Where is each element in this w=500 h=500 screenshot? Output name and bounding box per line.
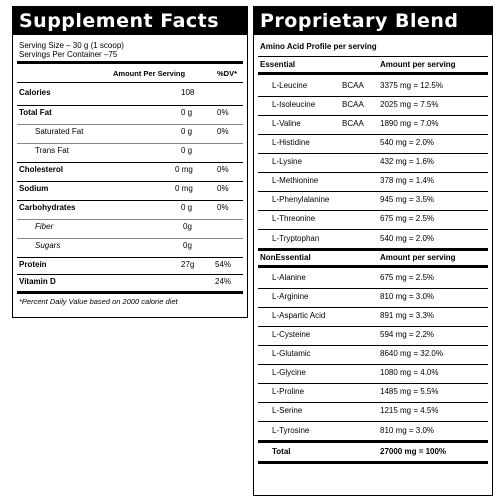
amino-name: L-Isoleucine bbox=[272, 100, 316, 109]
divider bbox=[17, 124, 243, 125]
amino-name: L-Serine bbox=[272, 406, 303, 415]
amino-amount: 540 mg = 2.0% bbox=[380, 138, 435, 147]
bcaa-tag: BCAA bbox=[342, 119, 364, 128]
amino-profile-label: Amino Acid Profile per serving bbox=[260, 42, 377, 51]
amount-header: Amount per serving bbox=[380, 60, 456, 69]
amino-name: L-Aspartic Acid bbox=[272, 311, 326, 320]
amino-amount: 1485 mg = 5.5% bbox=[380, 387, 439, 396]
nutrient-label: Saturated Fat bbox=[35, 127, 84, 136]
divider bbox=[17, 274, 243, 275]
amino-amount: 675 mg = 2.5% bbox=[380, 214, 435, 223]
footnote: *Percent Daily Value based on 2000 calorie diet bbox=[19, 297, 178, 306]
nutrient-label: Protein bbox=[19, 260, 47, 269]
amino-amount: 3375 mg = 12.5% bbox=[380, 81, 443, 90]
nutrient-amount: 0 mg bbox=[175, 184, 193, 193]
amino-name: L-Histidine bbox=[272, 138, 310, 147]
amino-name: L-Proline bbox=[272, 387, 305, 396]
divider bbox=[17, 257, 243, 258]
nutrient-amount: 0 g bbox=[181, 108, 193, 117]
nutrient-label: Cholesterol bbox=[19, 165, 64, 174]
amount-header: Amount per serving bbox=[380, 253, 456, 262]
divider bbox=[258, 440, 488, 443]
servings-per-container: Servings Per Container –75 bbox=[19, 50, 118, 59]
amino-amount: 1890 mg = 7.0% bbox=[380, 119, 439, 128]
essential-header: Essential bbox=[260, 60, 296, 69]
amount-per-serving-header: Amount Per Serving bbox=[113, 69, 186, 78]
supplement-facts-title: Supplement Facts bbox=[13, 7, 247, 35]
amino-name: L-Phenylalanine bbox=[272, 195, 330, 204]
amino-amount: 810 mg = 3.0% bbox=[380, 292, 435, 301]
amino-amount: 2025 mg = 7.5% bbox=[380, 100, 439, 109]
amino-name: L-Lysine bbox=[272, 157, 302, 166]
nutrient-amount: 27g bbox=[181, 260, 195, 269]
total-label: Total bbox=[272, 447, 291, 456]
divider bbox=[258, 191, 488, 192]
amino-amount: 594 mg = 2.2% bbox=[380, 330, 435, 339]
divider bbox=[17, 61, 243, 64]
nutrient-dv: 54% bbox=[215, 260, 232, 269]
divider bbox=[17, 291, 243, 294]
amino-amount: 432 mg = 1.6% bbox=[380, 157, 435, 166]
bcaa-tag: BCAA bbox=[342, 100, 364, 109]
nutrient-amount: 0 g bbox=[181, 203, 193, 212]
divider bbox=[17, 143, 243, 144]
divider bbox=[258, 210, 488, 211]
divider bbox=[258, 326, 488, 327]
divider bbox=[258, 248, 488, 251]
divider bbox=[258, 421, 488, 422]
nutrient-amount: 0g bbox=[183, 241, 192, 250]
nutrient-label: Sodium bbox=[19, 184, 49, 193]
divider bbox=[258, 229, 488, 230]
nutrient-amount: 108 bbox=[181, 88, 195, 97]
nutrient-dv: 0% bbox=[217, 203, 229, 212]
amino-amount: 891 mg = 3.3% bbox=[380, 311, 435, 320]
amino-name: L-Arginine bbox=[272, 292, 309, 301]
bcaa-tag: BCAA bbox=[342, 81, 364, 90]
nutrient-amount: 0 g bbox=[181, 146, 193, 155]
divider bbox=[17, 238, 243, 239]
amino-amount: 810 mg = 3.0% bbox=[380, 426, 435, 435]
amino-name: L-Glutamic bbox=[272, 349, 311, 358]
nutrient-dv: 0% bbox=[217, 108, 229, 117]
divider bbox=[258, 402, 488, 403]
amino-name: L-Valine bbox=[272, 119, 301, 128]
nutrient-label: Sugars bbox=[35, 241, 61, 250]
nutrient-label: Total Fat bbox=[19, 108, 52, 117]
amino-amount: 1215 mg = 4.5% bbox=[380, 406, 439, 415]
serving-size: Serving Size – 30 g (1 scoop) bbox=[19, 41, 124, 50]
dv-header: %DV* bbox=[217, 69, 238, 78]
divider bbox=[258, 345, 488, 346]
nutrient-label: Vitamin D bbox=[19, 277, 56, 286]
divider bbox=[17, 162, 243, 163]
amino-name: L-Threonine bbox=[272, 214, 316, 223]
nutrient-label: Calories bbox=[19, 88, 51, 97]
amino-name: L-Cysteine bbox=[272, 330, 311, 339]
amino-amount: 675 mg = 2.5% bbox=[380, 273, 435, 282]
divider bbox=[258, 383, 488, 384]
amino-amount: 1080 mg = 4.0% bbox=[380, 368, 439, 377]
amino-amount: 540 mg = 2.0% bbox=[380, 234, 435, 243]
divider bbox=[258, 172, 488, 173]
amino-amount: 8640 mg = 32.0% bbox=[380, 349, 443, 358]
amino-name: L-Tyrosine bbox=[272, 426, 310, 435]
divider bbox=[17, 200, 243, 201]
nutrient-amount: 0 mg bbox=[175, 165, 193, 174]
divider bbox=[17, 105, 243, 106]
nonessential-header: NonEssential bbox=[260, 253, 311, 262]
amino-name: L-Methionine bbox=[272, 176, 319, 185]
divider bbox=[258, 96, 488, 97]
divider bbox=[17, 82, 243, 83]
nutrient-dv: 0% bbox=[217, 184, 229, 193]
divider bbox=[17, 219, 243, 220]
divider bbox=[258, 364, 488, 365]
divider bbox=[17, 181, 243, 182]
nutrient-label: Fiber bbox=[35, 222, 54, 231]
proprietary-blend-panel bbox=[253, 6, 493, 496]
nutrient-dv: 0% bbox=[217, 165, 229, 174]
proprietary-blend-title: Proprietary Blend bbox=[254, 7, 492, 35]
amino-amount: 945 mg = 3.5% bbox=[380, 195, 435, 204]
nutrient-label: Trans Fat bbox=[35, 146, 69, 155]
amino-name: L-Alanine bbox=[272, 273, 306, 282]
divider bbox=[258, 288, 488, 289]
nutrient-dv: 0% bbox=[217, 127, 229, 136]
divider bbox=[258, 56, 488, 57]
nutrient-amount: 0 g bbox=[181, 127, 193, 136]
divider bbox=[258, 461, 488, 464]
total-amount: 27000 mg = 100% bbox=[380, 447, 447, 456]
nutrient-dv: 24% bbox=[215, 277, 232, 286]
divider bbox=[258, 72, 488, 75]
nutrient-label: Carbohydrates bbox=[19, 203, 76, 212]
amino-name: L-Tryptophan bbox=[272, 234, 320, 243]
nutrient-amount: 0g bbox=[183, 222, 192, 231]
amino-amount: 378 mg = 1.4% bbox=[380, 176, 435, 185]
supplement-facts-panel bbox=[12, 6, 248, 318]
amino-name: L-Glycine bbox=[272, 368, 306, 377]
divider bbox=[258, 307, 488, 308]
divider bbox=[258, 153, 488, 154]
divider bbox=[258, 115, 488, 116]
amino-name: L-Leucine bbox=[272, 81, 308, 90]
divider bbox=[258, 134, 488, 135]
divider bbox=[258, 265, 488, 268]
